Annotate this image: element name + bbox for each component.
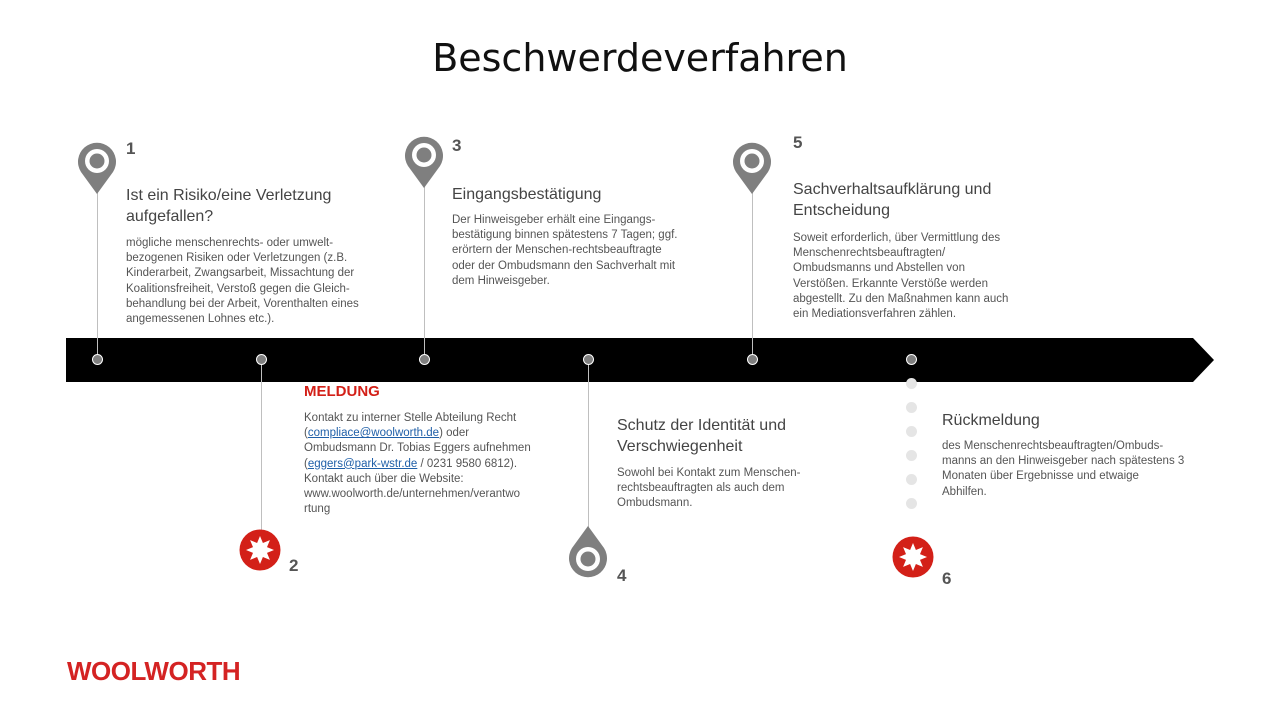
dotted-connector-dot	[906, 378, 917, 389]
email-link-ombudsmann[interactable]: eggers@park-wstr.de	[307, 457, 418, 470]
step-text-4: Sowohl bei Kontakt zum Menschen- rechtsbeauftragten als auch dem Ombudsmann.	[617, 467, 801, 510]
step-heading-5: Sachverhaltsaufklärung und Entscheidung	[793, 181, 992, 219]
connector-line-4	[588, 360, 589, 528]
connector-line-3	[424, 186, 425, 360]
alert-burst-icon	[892, 536, 934, 578]
timeline-dot-3	[419, 354, 430, 365]
step-number-2: 2	[289, 556, 299, 575]
timeline-dot-4	[583, 354, 594, 365]
dotted-connector-dot	[906, 474, 917, 485]
step-heading-1: Ist ein Risiko/eine Verletzung aufgefallen?	[126, 187, 332, 225]
step-text-2-part: Kontakt zu interner Stelle Abteilung Recht (	[304, 412, 517, 440]
timeline-dot-5	[747, 354, 758, 365]
step-number-3: 3	[452, 136, 462, 155]
connector-line-2	[261, 360, 262, 532]
alert-burst-icon	[239, 529, 281, 571]
map-pin-icon	[731, 142, 773, 196]
dotted-connector-dot	[906, 402, 917, 413]
step-heading-3: Eingangsbestätigung	[452, 186, 602, 203]
step-text-3: Der Hinweisgeber erhält eine Eingangs- bestätigung binnen spätestens 7 Tagen; ggf. erörtern der Menschen-rechtsbeauftragte oder der Ombudsmann den Sachverhalt mit dem Hinweisgeber.	[452, 214, 678, 287]
step-text-2	[304, 411, 564, 517]
step-heading-2: MELDUNG	[304, 383, 380, 400]
dotted-connector-dot	[906, 450, 917, 461]
step-number-6: 6	[942, 569, 952, 588]
page-title: Beschwerdeverfahren	[432, 36, 848, 80]
connector-line-5	[752, 192, 753, 360]
step-text-2-part: ) oder Ombudsmann Dr. Tobias Eggers aufnehmen (	[304, 427, 531, 470]
step-number-5: 5	[793, 133, 803, 152]
step-number-1: 1	[126, 139, 136, 158]
connector-line-1	[97, 192, 98, 359]
step-text-6: des Menschenrechtsbeauftragten/Ombuds- manns an den Hinweisgeber nach spätestens 3 Monaten über Ergebnisse und etwaige Abhilfen.	[942, 440, 1185, 498]
timeline-dot-1	[92, 354, 103, 365]
step-text-2-part: / 0231 9580 6812). Kontakt auch über die Website: www.woolworth.de/unternehmen/verantwo rtung	[304, 457, 521, 516]
dotted-connector-dot	[906, 426, 917, 437]
map-pin-icon	[403, 136, 445, 190]
step-heading-4: Schutz der Identität und Verschwiegenheit	[617, 417, 786, 455]
step-text-1: mögliche menschenrechts- oder umwelt- bezogenen Risiken oder Verletzungen (z.B. Kinderarbeit, Zwangsarbeit, Missachtung der Koalitionsfreiheit, Verstoß gegen die Gleich- behandlung bei der Arbeit, Vorenthalten eines angemessenen Lohnes etc.).	[126, 237, 359, 326]
step-number-4: 4	[617, 566, 627, 585]
dotted-connector-dot	[906, 498, 917, 509]
timeline-dot-2	[256, 354, 267, 365]
step-text-5: Soweit erforderlich, über Vermittlung des Menschenrechtsbeauftragten/ Ombudsmanns und Abstellen von Verstößen. Erkannte Verstöße werden abgestellt. Zu den Maßnahmen kann auch ein Mediationsverfahren zählen.	[793, 232, 1009, 321]
email-link-compliance[interactable]: compliace@woolworth.de	[307, 427, 440, 440]
timeline-arrow-shape	[66, 338, 1214, 382]
woolworth-logo: WOOLWORTH	[67, 656, 241, 686]
timeline-dot-6	[906, 354, 917, 365]
map-pin-icon	[76, 142, 118, 196]
map-pin-icon	[567, 524, 609, 578]
step-heading-6: Rückmeldung	[942, 412, 1040, 429]
